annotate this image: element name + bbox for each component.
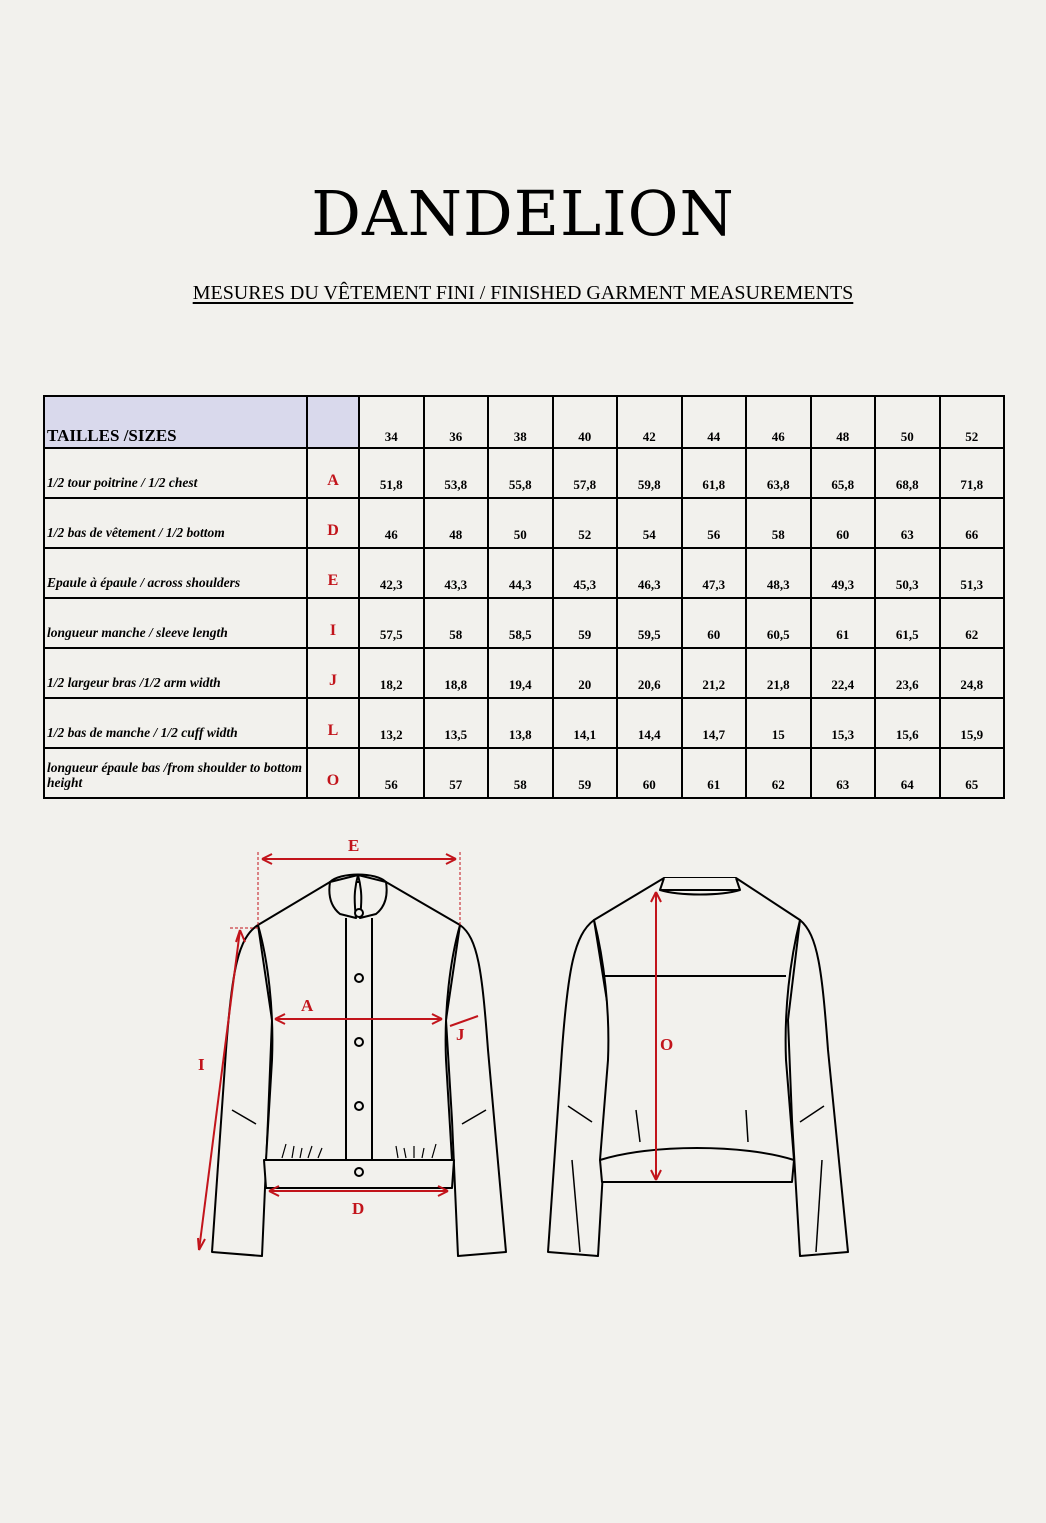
measurement-value: 57,8 bbox=[553, 448, 618, 498]
measurement-value: 63 bbox=[811, 748, 876, 798]
measurement-value: 57 bbox=[424, 748, 489, 798]
label-d: D bbox=[352, 1199, 365, 1218]
measurement-label: longueur épaule bas /from shoulder to bottom height bbox=[44, 748, 307, 798]
measurement-value: 51,8 bbox=[359, 448, 424, 498]
measurement-value: 47,3 bbox=[682, 548, 747, 598]
measurement-value: 48 bbox=[424, 498, 489, 548]
measurement-value: 65 bbox=[940, 748, 1005, 798]
size-header: 52 bbox=[940, 396, 1005, 448]
table-row bbox=[44, 448, 1004, 498]
measurement-value: 44,3 bbox=[488, 548, 553, 598]
measurement-value: 54 bbox=[617, 498, 682, 548]
measurement-label: 1/2 largeur bras /1/2 arm width bbox=[44, 648, 307, 698]
measurement-label: 1/2 tour poitrine / 1/2 chest bbox=[44, 448, 307, 498]
size-header: 34 bbox=[359, 396, 424, 448]
measurement-value: 60 bbox=[811, 498, 876, 548]
measurement-letter: D bbox=[307, 498, 359, 548]
table-row bbox=[44, 648, 1004, 698]
measurement-value: 61,5 bbox=[875, 598, 940, 648]
measurement-value: 15 bbox=[746, 698, 811, 748]
measurement-letter: I bbox=[307, 598, 359, 648]
table-header-row bbox=[44, 396, 1004, 448]
measurement-value: 59 bbox=[553, 748, 618, 798]
label-o: O bbox=[660, 1035, 674, 1054]
measurement-value: 19,4 bbox=[488, 648, 553, 698]
measurement-value: 13,2 bbox=[359, 698, 424, 748]
measurement-letter: L bbox=[307, 698, 359, 748]
measurement-value: 14,1 bbox=[553, 698, 618, 748]
measurement-letter: J bbox=[307, 648, 359, 698]
measurement-value: 50 bbox=[488, 498, 553, 548]
table-row bbox=[44, 548, 1004, 598]
measurement-value: 15,3 bbox=[811, 698, 876, 748]
measurement-value: 63,8 bbox=[746, 448, 811, 498]
measurement-value: 23,6 bbox=[875, 648, 940, 698]
measurement-value: 49,3 bbox=[811, 548, 876, 598]
measurement-value: 55,8 bbox=[488, 448, 553, 498]
measurement-value: 13,8 bbox=[488, 698, 553, 748]
measurement-label: 1/2 bas de vêtement / 1/2 bottom bbox=[44, 498, 307, 548]
size-table bbox=[43, 395, 1005, 799]
measurement-label: 1/2 bas de manche / 1/2 cuff width bbox=[44, 698, 307, 748]
measurement-value: 51,3 bbox=[940, 548, 1005, 598]
letter-header bbox=[307, 396, 359, 448]
sizes-header: TAILLES /SIZES bbox=[44, 396, 307, 448]
table-row bbox=[44, 748, 1004, 798]
measurement-letter: E bbox=[307, 548, 359, 598]
measurement-value: 66 bbox=[940, 498, 1005, 548]
label-e: E bbox=[348, 836, 360, 855]
measurement-value: 71,8 bbox=[940, 448, 1005, 498]
measurement-value: 58,5 bbox=[488, 598, 553, 648]
measurement-value: 57,5 bbox=[359, 598, 424, 648]
measurement-value: 18,2 bbox=[359, 648, 424, 698]
measurement-value: 60,5 bbox=[746, 598, 811, 648]
back-jacket-drawing bbox=[548, 878, 848, 1256]
measurement-value: 13,5 bbox=[424, 698, 489, 748]
page-subtitle: MESURES DU VÊTEMENT FINI / FINISHED GARMENT MEASUREMENTS bbox=[192, 282, 854, 304]
table-row bbox=[44, 598, 1004, 648]
measurement-value: 59,8 bbox=[617, 448, 682, 498]
measurement-value: 60 bbox=[682, 598, 747, 648]
size-header: 42 bbox=[617, 396, 682, 448]
measurement-value: 20 bbox=[553, 648, 618, 698]
size-header: 48 bbox=[811, 396, 876, 448]
measurement-value: 61 bbox=[811, 598, 876, 648]
size-header: 50 bbox=[875, 396, 940, 448]
measurement-value: 52 bbox=[553, 498, 618, 548]
measurement-label: longueur manche / sleeve length bbox=[44, 598, 307, 648]
measurement-value: 45,3 bbox=[553, 548, 618, 598]
measurement-value: 46,3 bbox=[617, 548, 682, 598]
measurement-letter: O bbox=[307, 748, 359, 798]
measurement-value: 15,6 bbox=[875, 698, 940, 748]
measurement-value: 58 bbox=[424, 598, 489, 648]
label-j: J bbox=[456, 1025, 465, 1044]
label-i: I bbox=[198, 1055, 205, 1074]
measurement-value: 59 bbox=[553, 598, 618, 648]
size-header: 36 bbox=[424, 396, 489, 448]
measurement-value: 24,8 bbox=[940, 648, 1005, 698]
measurement-value: 60 bbox=[617, 748, 682, 798]
size-header: 46 bbox=[746, 396, 811, 448]
measurement-value: 21,2 bbox=[682, 648, 747, 698]
size-header: 40 bbox=[553, 396, 618, 448]
measurement-value: 59,5 bbox=[617, 598, 682, 648]
table-row bbox=[44, 498, 1004, 548]
measurement-value: 21,8 bbox=[746, 648, 811, 698]
measurement-value: 62 bbox=[746, 748, 811, 798]
measurement-value: 20,6 bbox=[617, 648, 682, 698]
measurement-value: 48,3 bbox=[746, 548, 811, 598]
measurement-value: 62 bbox=[940, 598, 1005, 648]
table-row bbox=[44, 698, 1004, 748]
measurement-value: 61,8 bbox=[682, 448, 747, 498]
measurement-value: 61 bbox=[682, 748, 747, 798]
measurement-value: 53,8 bbox=[424, 448, 489, 498]
measurement-value: 68,8 bbox=[875, 448, 940, 498]
measurement-value: 56 bbox=[359, 748, 424, 798]
label-a: A bbox=[301, 996, 314, 1015]
garment-diagram bbox=[0, 820, 1046, 1280]
measurement-letter: A bbox=[307, 448, 359, 498]
measurement-value: 43,3 bbox=[424, 548, 489, 598]
measurement-value: 58 bbox=[746, 498, 811, 548]
measurement-value: 14,7 bbox=[682, 698, 747, 748]
measurement-value: 14,4 bbox=[617, 698, 682, 748]
measurement-value: 42,3 bbox=[359, 548, 424, 598]
measurement-value: 18,8 bbox=[424, 648, 489, 698]
measurement-value: 15,9 bbox=[940, 698, 1005, 748]
page-title: DANDELION bbox=[311, 177, 735, 250]
size-header: 38 bbox=[488, 396, 553, 448]
measurement-value: 46 bbox=[359, 498, 424, 548]
measurement-value: 56 bbox=[682, 498, 747, 548]
measurement-label: Epaule à épaule / across shoulders bbox=[44, 548, 307, 598]
measurement-value: 63 bbox=[875, 498, 940, 548]
measurement-value: 22,4 bbox=[811, 648, 876, 698]
size-header: 44 bbox=[682, 396, 747, 448]
measurement-value: 58 bbox=[488, 748, 553, 798]
measurement-value: 50,3 bbox=[875, 548, 940, 598]
measurement-value: 65,8 bbox=[811, 448, 876, 498]
measurement-value: 64 bbox=[875, 748, 940, 798]
